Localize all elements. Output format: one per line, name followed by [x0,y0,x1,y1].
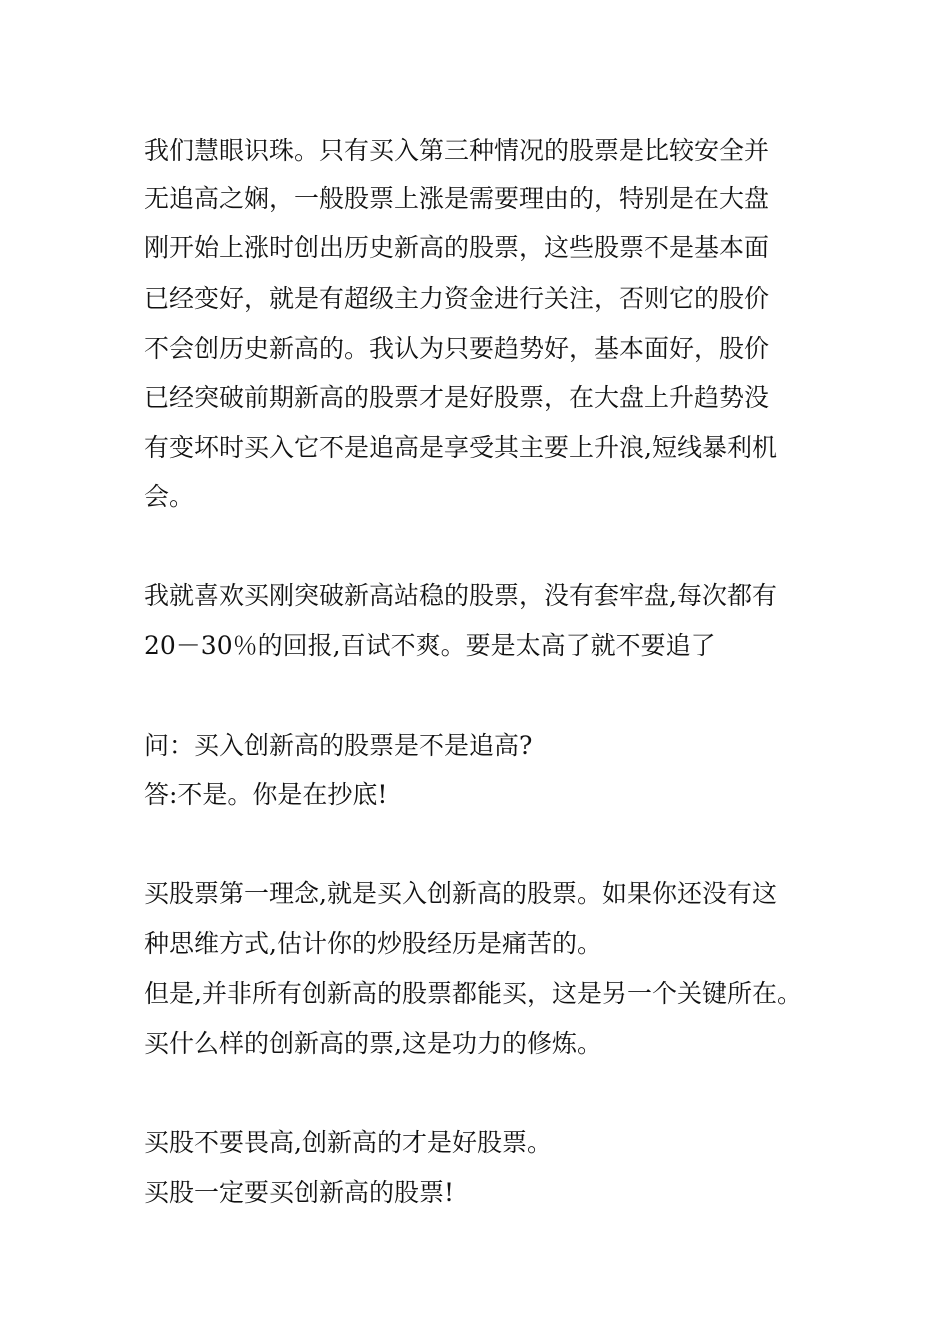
text-line: 买什么样的创新高的票,这是功力的修炼。 [144,1029,602,1058]
text-line: 买股一定要买创新高的股票! [144,1178,455,1207]
text-line: 买股不要畏高,创新高的才是好股票。 [144,1128,552,1157]
text-line: 种思维方式,估计你的炒股经历是痛苦的。 [144,929,602,958]
text-line: 会。 [144,482,195,511]
text-line: 问：买入创新高的股票是不是追高? [144,731,533,760]
text-line: 已经突破前期新高的股票才是好股票，在大盘上升趋势没 [144,383,770,412]
text-line: 但是,并非所有创新高的股票都能买，这是另一个关键所在。 [144,979,802,1008]
text-line: 不会创历史新高的。我认为只要趋势好，基本面好，股价 [144,334,770,363]
text-line: 我就喜欢买刚突破新高站稳的股票，没有套牢盘,每次都有 [144,581,777,610]
text-line: 20－30％的回报,百试不爽。要是太高了就不要追了 [144,631,716,660]
text-line: 答:不是。你是在抄底! [144,780,388,809]
text-line: 买股票第一理念,就是买入创新高的股票。如果你还没有这 [144,879,777,908]
text-line: 有变坏时买入它不是追高是享受其主要上升浪,短线暴利机 [144,433,777,462]
text-line: 我们慧眼识珠。只有买入第三种情况的股票是比较安全并 [144,136,770,165]
text-line: 已经变好，就是有超级主力资金进行关注，否则它的股价 [144,284,770,313]
text-line: 刚开始上涨时创出历史新高的股票，这些股票不是基本面 [144,233,770,262]
text-line: 无追高之娴，一般股票上涨是需要理由的，特别是在大盘 [144,184,770,213]
